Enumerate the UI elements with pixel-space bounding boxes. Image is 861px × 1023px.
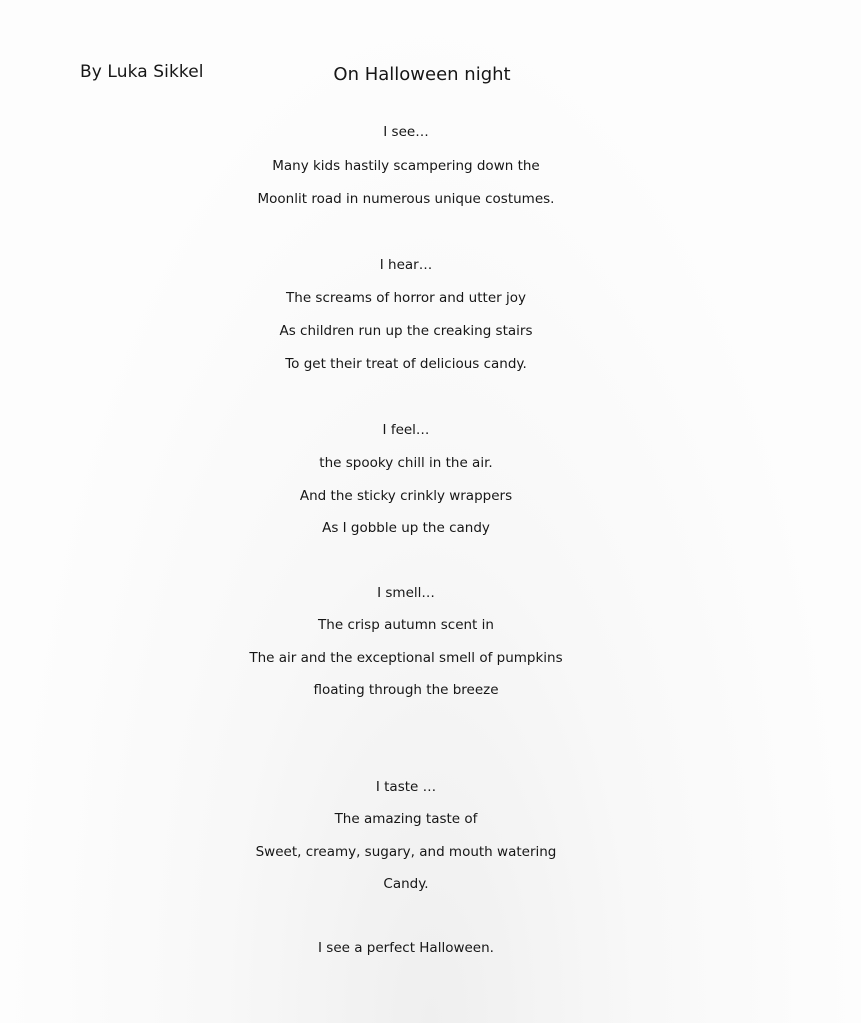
poem-line: I feel… bbox=[382, 422, 430, 438]
poem-line: As I gobble up the candy bbox=[322, 520, 490, 536]
poem-line: floating through the breeze bbox=[313, 682, 499, 698]
poem-line: Many kids hastily scampering down the bbox=[272, 158, 540, 174]
poem-line: the spooky chill in the air. bbox=[319, 455, 493, 471]
poem-line: To get their treat of delicious candy. bbox=[285, 356, 527, 372]
poem-line: And the sticky crinkly wrappers bbox=[299, 488, 513, 504]
author-byline: By Luka Sikkel bbox=[80, 62, 204, 82]
poem-line: Moonlit road in numerous unique costumes. bbox=[257, 191, 555, 207]
poem-line: I hear… bbox=[379, 257, 433, 273]
poem-line: Candy. bbox=[383, 876, 429, 892]
poem-line: I see… bbox=[383, 124, 429, 140]
poem-line: The screams of horror and utter joy bbox=[286, 290, 526, 306]
poem-line: I smell… bbox=[377, 585, 435, 601]
poem-line: The crisp autumn scent in bbox=[318, 617, 494, 633]
poem-title: On Halloween night bbox=[333, 64, 511, 85]
poem-line: The air and the exceptional smell of pumpkins bbox=[249, 650, 563, 666]
poem-closing-line: I see a perfect Halloween. bbox=[318, 940, 494, 956]
poem-line: Sweet, creamy, sugary, and mouth watering bbox=[255, 844, 557, 860]
poem-line: I taste … bbox=[375, 779, 437, 795]
poem-line: As children run up the creaking stairs bbox=[279, 323, 533, 339]
poem-line: The amazing taste of bbox=[334, 811, 478, 827]
